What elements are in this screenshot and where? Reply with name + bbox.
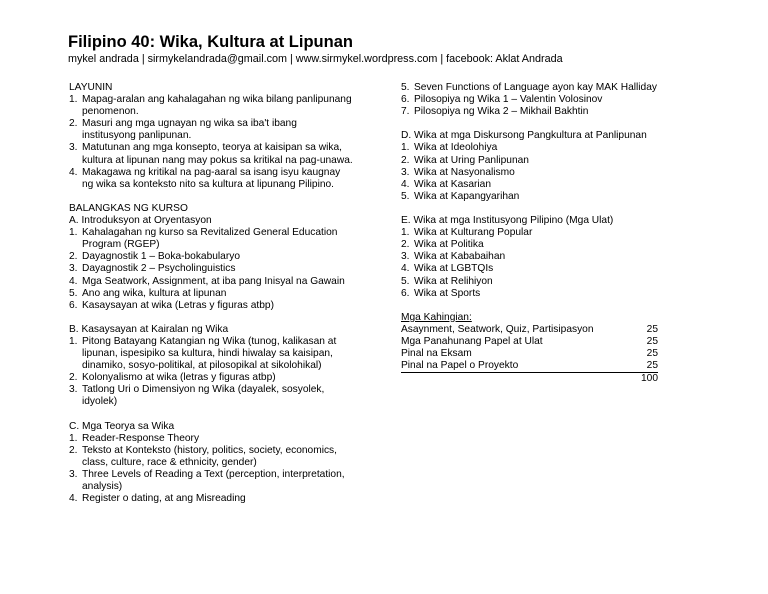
list-item [69, 336, 389, 348]
list-item [401, 142, 661, 154]
grading-label: Pinal na Papel o Proyekto [401, 360, 637, 373]
list-item [401, 179, 661, 191]
section-c-continued-list [401, 82, 661, 118]
item-number: 5. [401, 275, 410, 287]
section-d-title: D. Wika at mga Diskursong Pangkultura at Panlipunan [401, 130, 647, 142]
item-number: 3. [69, 384, 78, 396]
list-item [69, 251, 389, 263]
item-number: 1. [401, 227, 410, 239]
list-item [401, 276, 661, 288]
item-text: Reader-Response Theory [82, 432, 200, 444]
section-b-list [69, 336, 389, 409]
item-number: 1. [69, 94, 78, 106]
item-number: 5. [401, 190, 410, 202]
list-item [69, 300, 389, 312]
layunin-list [69, 94, 389, 191]
list-item [69, 433, 389, 445]
item-text: Wika at Kasarian [414, 178, 492, 190]
list-item [401, 155, 661, 167]
grading-row [401, 324, 658, 336]
list-item [401, 106, 661, 118]
item-text: Wika at Relihiyon [414, 275, 493, 287]
item-text: Ano ang wika, kultura at lipunan [82, 287, 227, 299]
list-item [69, 384, 389, 396]
item-number: 1. [69, 335, 78, 347]
item-number: 2. [69, 444, 78, 456]
list-item [401, 288, 661, 300]
item-text: Kasaysayan at wika (Letras y figuras atbp) [82, 299, 274, 311]
list-item [69, 372, 389, 384]
item-text: Matutunan ang mga konsepto, teorya at kaisipan sa wika, [82, 142, 342, 154]
item-text: Makagawa ng kritikal na pag-aaral sa isang isyu kaugnay [82, 166, 341, 178]
item-number: 3. [69, 469, 78, 480]
item-text: Wika at LGBTQIs [414, 263, 494, 275]
grading-label: Mga Panahunang Papel at Ulat [401, 335, 543, 347]
grading-total: 100 [641, 373, 658, 385]
section-c-list [69, 433, 389, 506]
grading-label: Asaynment, Seatwork, Quiz, Partisipasyon [401, 323, 594, 335]
item-number: 6. [401, 287, 410, 299]
item-number: 1. [69, 227, 78, 239]
grading-total-row [401, 373, 658, 386]
item-number: 2. [69, 118, 78, 130]
grading-points: 25 [646, 335, 658, 347]
item-text: Wika at Politika [414, 239, 484, 251]
item-number: 5. [69, 287, 78, 299]
item-number: 4. [401, 178, 410, 190]
list-item [401, 251, 661, 263]
grading-total-spacer [401, 373, 637, 386]
item-text: Wika at Uring Panlipunan [414, 154, 529, 166]
item-text: Kolonyalismo at wika (letras y figuras atbp) [82, 372, 276, 384]
item-text: Pilosopiya ng Wika 1 – Valentin Volosinov [414, 94, 603, 106]
item-text: Mga Seatwork, Assignment, at iba pang Inisyal na Gawain [82, 275, 345, 287]
item-text: Tatlong Uri o Dimensiyon ng Wika (dayalek, sosyolek, [82, 384, 325, 396]
item-text: Dayagnostik 1 – Boka-bokabularyo [82, 251, 241, 263]
item-text: Mapag-aralan ang kahalagahan ng wika bilang panlipunang [82, 94, 352, 106]
item-text: Seven Functions of Language ayon kay MAK Halliday [414, 82, 657, 93]
item-number: 2. [401, 239, 410, 251]
right-column [401, 82, 661, 385]
layunin-heading: LAYUNIN [69, 82, 113, 93]
list-item [69, 263, 389, 275]
section-e-title: E. Wika at mga Institusyong Pilipino (Mga Ulat) [401, 215, 614, 227]
item-number: 7. [401, 106, 410, 118]
item-number: 3. [69, 142, 78, 154]
item-text: Masuri ang mga ugnayan ng wika sa iba't ibang [82, 118, 297, 130]
list-item [401, 239, 661, 251]
item-number: 3. [69, 263, 78, 275]
item-text-continued: analysis) [82, 481, 123, 493]
item-text-continued: Program (RGEP) [82, 239, 160, 251]
item-text-continued: class, culture, race & ethnicity, gender) [82, 456, 257, 468]
grading-points: 25 [637, 360, 658, 373]
item-number: 1. [401, 142, 410, 154]
left-column [69, 82, 389, 505]
section-a-list [69, 227, 389, 312]
section-e-list [401, 227, 661, 300]
list-item [401, 167, 661, 179]
list-item [401, 82, 661, 94]
section-c-title: C. Mga Teorya sa Wika [69, 420, 175, 432]
author-contact-line: mykel andrada | sirmykelandrada@gmail.com | www.sirmykel.wordpress.com | facebook: Aklat Andrada [68, 53, 563, 65]
item-number: 4. [69, 493, 78, 505]
list-item [69, 142, 389, 154]
grading-row [401, 360, 658, 373]
item-text: Wika at Kulturang Popular [414, 227, 533, 239]
item-number: 6. [401, 94, 410, 106]
grading-row [401, 336, 658, 348]
item-text: Wika at Nasyonalismo [414, 166, 515, 178]
item-text: Wika at Kapangyarihan [414, 190, 520, 202]
list-item [401, 263, 661, 275]
item-text-continued: idyolek) [82, 396, 118, 408]
list-item [401, 94, 661, 106]
item-number: 3. [401, 166, 410, 178]
item-number: 2. [69, 251, 78, 263]
item-number: 3. [401, 251, 410, 263]
item-text: Register o dating, at ang Misreading [82, 493, 246, 505]
kahingian-heading: Mga Kahingian: [401, 311, 472, 323]
list-item [401, 227, 661, 239]
item-text: Wika at Kababaihan [414, 251, 506, 263]
item-text-continued: ng wika sa konteksto nito sa kultura at lipunang Pilipino. [82, 178, 335, 190]
list-item [69, 94, 389, 106]
list-item [69, 469, 389, 481]
item-number: 6. [69, 299, 78, 311]
grading-row [401, 348, 658, 360]
grading-label: Pinal na Eksam [401, 348, 472, 360]
document-title: Filipino 40: Wika, Kultura at Lipunan [68, 33, 353, 51]
item-number: 4. [401, 263, 410, 275]
item-number: 4. [69, 275, 78, 287]
item-number: 2. [401, 154, 410, 166]
list-item [69, 493, 389, 505]
item-text: Wika at Sports [414, 287, 481, 299]
section-a-title: A. Introduksyon at Oryentasyon [69, 215, 212, 227]
item-text-continued: penomenon. [82, 106, 139, 118]
list-item [401, 191, 661, 203]
item-text: Kahalagahan ng kurso sa Revitalized General Education [82, 227, 338, 239]
item-text: Pitong Batayang Katangian ng Wika (tunog, kalikasan at [82, 335, 337, 347]
item-number: 4. [69, 166, 78, 178]
item-text-continued: lipunan, ispesipiko sa kultura, hindi hiwalay sa kaisipan, [82, 348, 333, 360]
grading-table [401, 324, 658, 385]
list-item [69, 445, 389, 457]
item-text-continued: kultura at lipunan nang may pokus sa kritikal na pag-unawa. [82, 154, 353, 166]
item-number: 2. [69, 372, 78, 384]
section-b-title: B. Kasaysayan at Kairalan ng Wika [69, 323, 229, 335]
item-text: Pilosopiya ng Wika 2 – Mikhail Bakhtin [414, 106, 589, 118]
item-text: Teksto at Konteksto (history, politics, society, economics, [82, 444, 337, 456]
item-number: 1. [69, 432, 78, 444]
list-item [69, 288, 389, 300]
grading-points: 25 [646, 348, 658, 360]
list-item [69, 276, 389, 288]
grading-points: 25 [646, 323, 658, 335]
list-item [69, 118, 389, 130]
item-text: Wika at Ideolohiya [414, 142, 498, 154]
item-text-continued: dinamiko, sosyo-politikal, at pilosopikal at sikolohikal) [82, 360, 322, 372]
list-item [69, 167, 389, 179]
balangkas-heading: BALANGKAS NG KURSO [69, 202, 188, 214]
item-text: Dayagnostik 2 – Psycholinguistics [82, 263, 236, 275]
item-text: Three Levels of Reading a Text (perception, interpretation, [82, 469, 345, 480]
list-item [69, 227, 389, 239]
item-text-continued: institusyong panlipunan. [82, 130, 192, 142]
item-number: 5. [401, 82, 410, 93]
section-d-list [401, 142, 661, 202]
